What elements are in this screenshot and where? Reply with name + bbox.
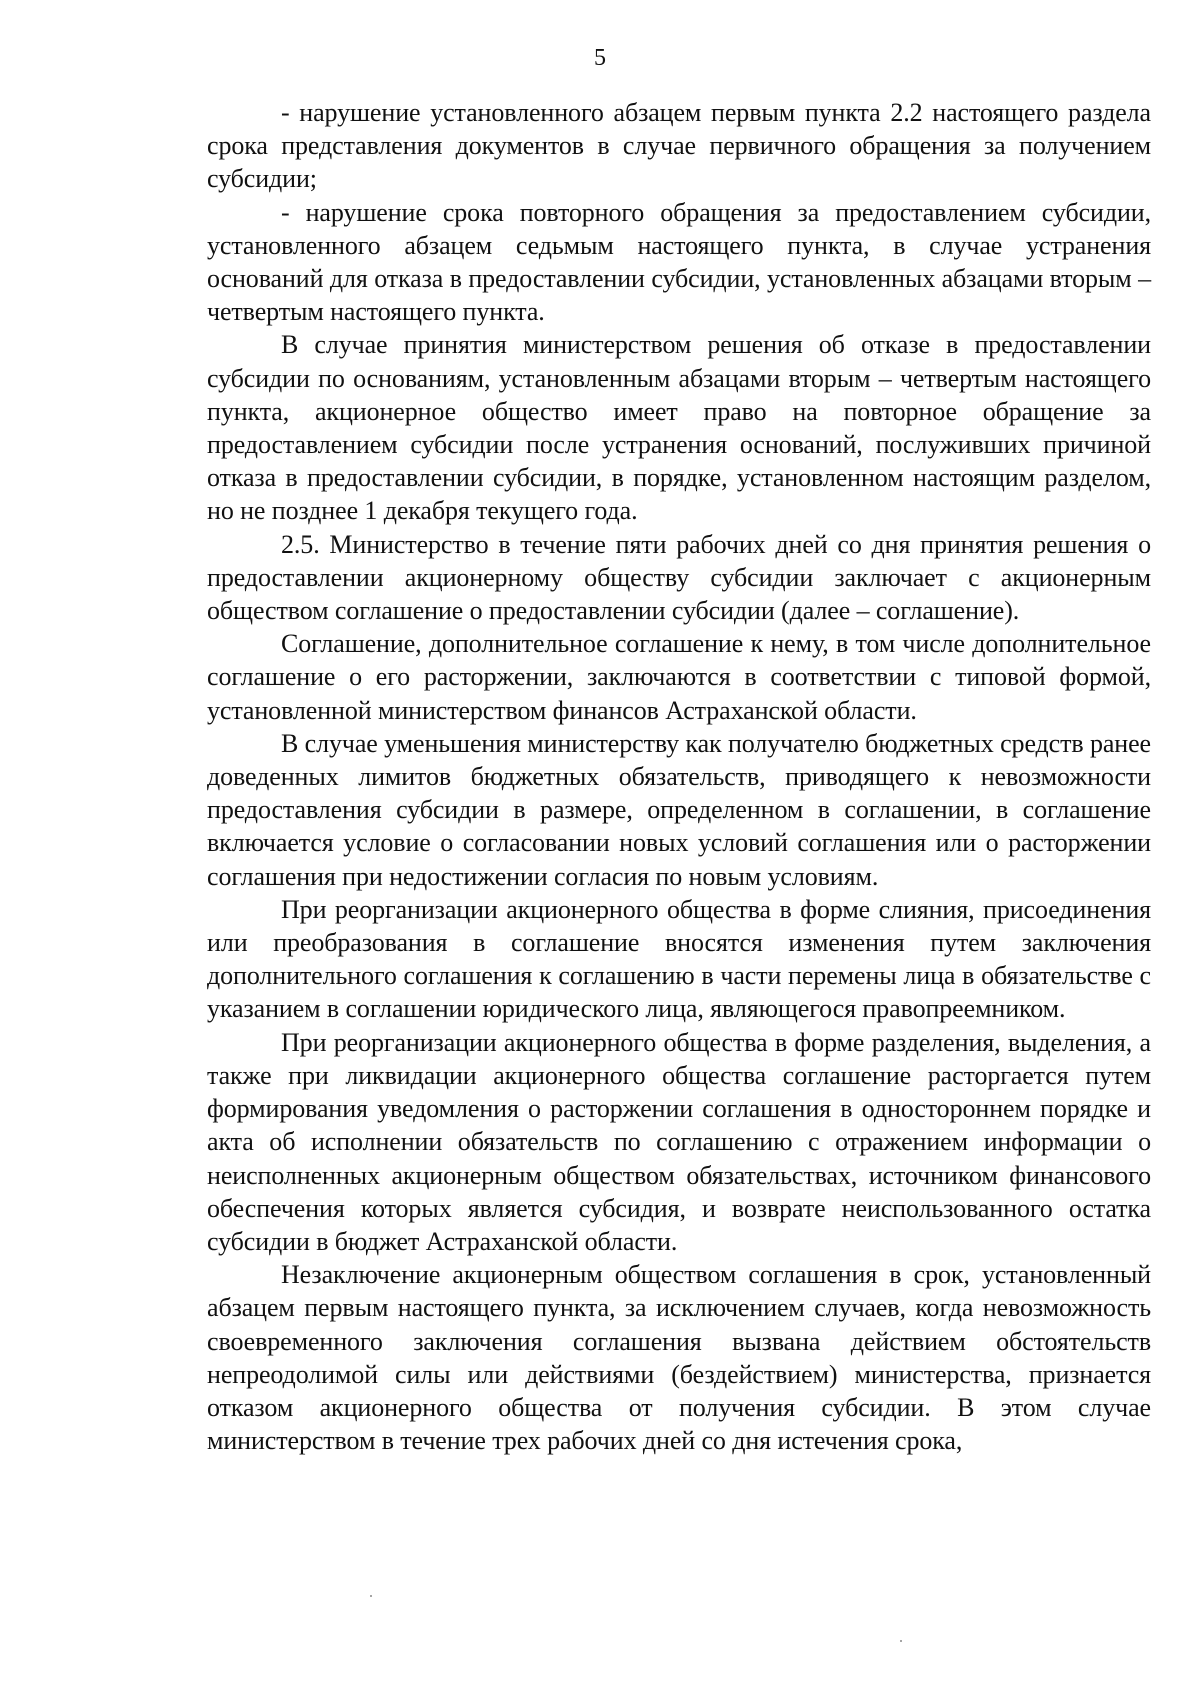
paragraph: В случае принятия министерством решения об отказе в предоставлении субсидии по основаниям, установленным абзацами вторым – четвертым настоящего пункта, акционерное общество имеет право на повторное обращение за предоставлением субсидии после устранения оснований, послуживших причиной отказа в предоставлении субсидии, в порядке, установленном настоящим разделом, но не позднее 1 декабря текущего года. — [207, 330, 1151, 526]
paragraph: - нарушение установленного абзацем первым пункта 2.2 настоящего раздела срока представления документов в случае первичного обращения за получением субсидии; — [207, 98, 1151, 194]
paragraph: В случае уменьшения министерству как получателю бюджетных средств ранее доведенных лимитов бюджетных обязательств, приводящего к невозможности предоставления субсидии в размере, определенном в соглашении, в соглашение включается условие о согласовании новых условий соглашения или о расторжении соглашения при недостижении согласия по новым условиям. — [207, 728, 1151, 891]
document-body — [207, 96, 1151, 1457]
paragraph: Незаключение акционерным обществом соглашения в срок, установленный абзацем первым настоящего пункта, за исключением случаев, когда невозможность своевременного заключения соглашения вызвана действием обстоятельств непреодолимой силы или действиями (бездействием) министерства, признается отказом акционерного общества от получения субсидии. В этом случае министерством в течение трех рабочих дней со дня истечения срока, — [207, 1260, 1151, 1456]
scan-speck — [900, 1640, 902, 1642]
paragraph: Соглашение, дополнительное соглашение к нему, в том числе дополнительное соглашение о его расторжении, заключаются в соответствии с типовой формой, установленной министерством финансов Астраханской области. — [207, 629, 1151, 725]
page-number: 5 — [594, 45, 606, 71]
paragraph: При реорганизации акционерного общества в форме разделения, выделения, а также при ликвидации акционерного общества соглашение расторгается путем формирования уведомления о расторжении соглашения в одностороннем порядке и акта об исполнении обязательств по соглашению с отражением информации о неисполненных акционерным обществом обязательствах, источником финансового обеспечения которых является субсидия, и возврате неиспользованного остатка субсидии в бюджет Астраханской области. — [207, 1027, 1151, 1256]
paragraph: 2.5. Министерство в течение пяти рабочих дней со дня принятия решения о предоставлении акционерному обществу субсидии заключает с акционерным обществом соглашение о предоставлении субсидии (далее – соглашение). — [207, 529, 1151, 626]
paragraph: - нарушение срока повторного обращения за предоставлением субсидии, установленного абзацем седьмым настоящего пункта, в случае устранения оснований для отказа в предоставлении субсидии, установленных абзацами вторым – четвертым настоящего пункта. — [207, 197, 1151, 327]
paragraph: При реорганизации акционерного общества в форме слияния, присоединения или преобразования в соглашение вносятся изменения путем заключения дополнительного соглашения к соглашению в части перемены лица в обязательстве с указанием в соглашении юридического лица, являющегося правопреемником. — [207, 894, 1151, 1024]
scan-speck — [370, 1595, 372, 1597]
